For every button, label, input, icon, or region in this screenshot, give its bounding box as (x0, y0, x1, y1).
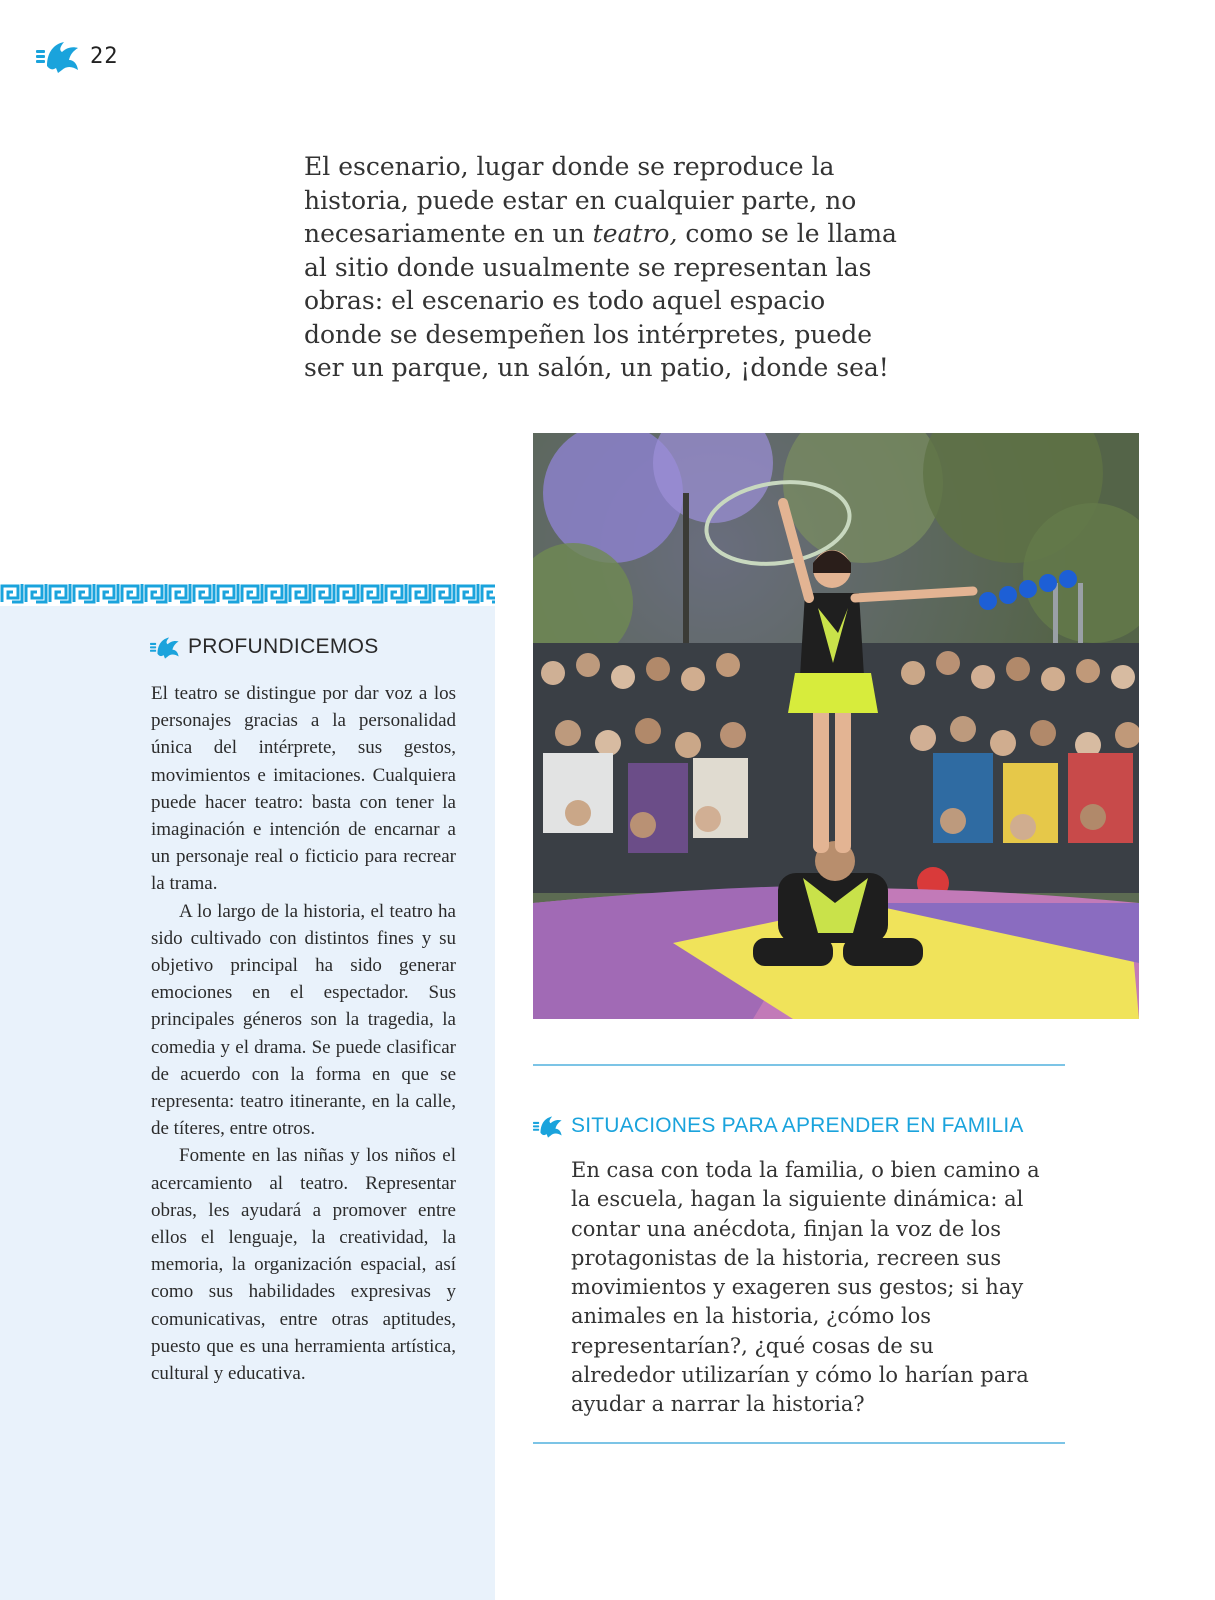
family-body: En casa con toda la familia, o bien camino a la escuela, hagan la siguiente dinámica: al contar una anécdota, finjan la voz de los protagonistas de la historia, recreen sus movimientos y exageren sus gestos; si hay animales en la historia, ¿cómo los representarían?, ¿qué cosas de su alrededor utilizarían y cómo lo harían para ayudar a narrar la historia? (571, 1158, 1040, 1417)
intro-text-start: El escenario, lugar donde se reproduce la historia, puede estar en cualquier parte, no necesariamente en un (304, 152, 857, 248)
family-rule-bottom (533, 1442, 1065, 1444)
profundicemos-heading (150, 634, 379, 660)
family-title: SITUACIONES PARA APRENDER EN FAMILIA (571, 1114, 1024, 1137)
profundicemos-body (151, 680, 456, 1387)
street-theater-photo (533, 433, 1139, 1019)
page-header (36, 38, 119, 74)
eagle-warrior-icon (533, 1113, 563, 1139)
eagle-warrior-icon (150, 634, 180, 660)
family-heading (533, 1113, 1024, 1139)
profundicemos-panel (0, 580, 495, 1600)
page-number: 22 (90, 43, 119, 69)
greca-border (0, 580, 495, 606)
intro-text-end: como se le llama al sitio donde usualmente se representan las obras: el escenario es todo aquel espacio donde se desempeñen los intérpretes, puede ser un parque, un salón, un patio, ¡donde sea! (304, 219, 897, 382)
intro-emphasis: teatro, (592, 219, 678, 248)
sidebar-paragraph-3: Fomente en las niñas y los niños el acercamiento al teatro. Representar obras, les ayudará a promover entre ellos el lenguaje, la creatividad, la memoria, la organización espacial, así como sus habilidades expresivas y comunicativas, entre otras aptitudes, puesto que es una herramienta artística, cultural y educativa. (151, 1145, 456, 1385)
family-rule-top (533, 1064, 1065, 1066)
sidebar-paragraph-1: El teatro se distingue por dar voz a los personajes gracias a la personalidad única del intérprete, sus gestos, movimientos e imitaciones. Cualquiera puede hacer teatro: basta con tener la imaginación e intención de encarnar a un personaje real o ficticio para recrear la trama. (151, 683, 456, 895)
profundicemos-title: PROFUNDICEMOS (188, 635, 379, 658)
sidebar-paragraph-2: A lo largo de la historia, el teatro ha sido cultivado con distintos fines y su objetivo principal ha sido generar emociones en el espectador. Sus principales géneros son la tragedia, la comedia y el drama. Se puede clasificar de acuerdo con la forma en que se representa: teatro itinerante, en la calle, de títeres, entre otros. (151, 900, 456, 1140)
intro-paragraph (304, 150, 904, 385)
eagle-warrior-icon (36, 38, 80, 74)
